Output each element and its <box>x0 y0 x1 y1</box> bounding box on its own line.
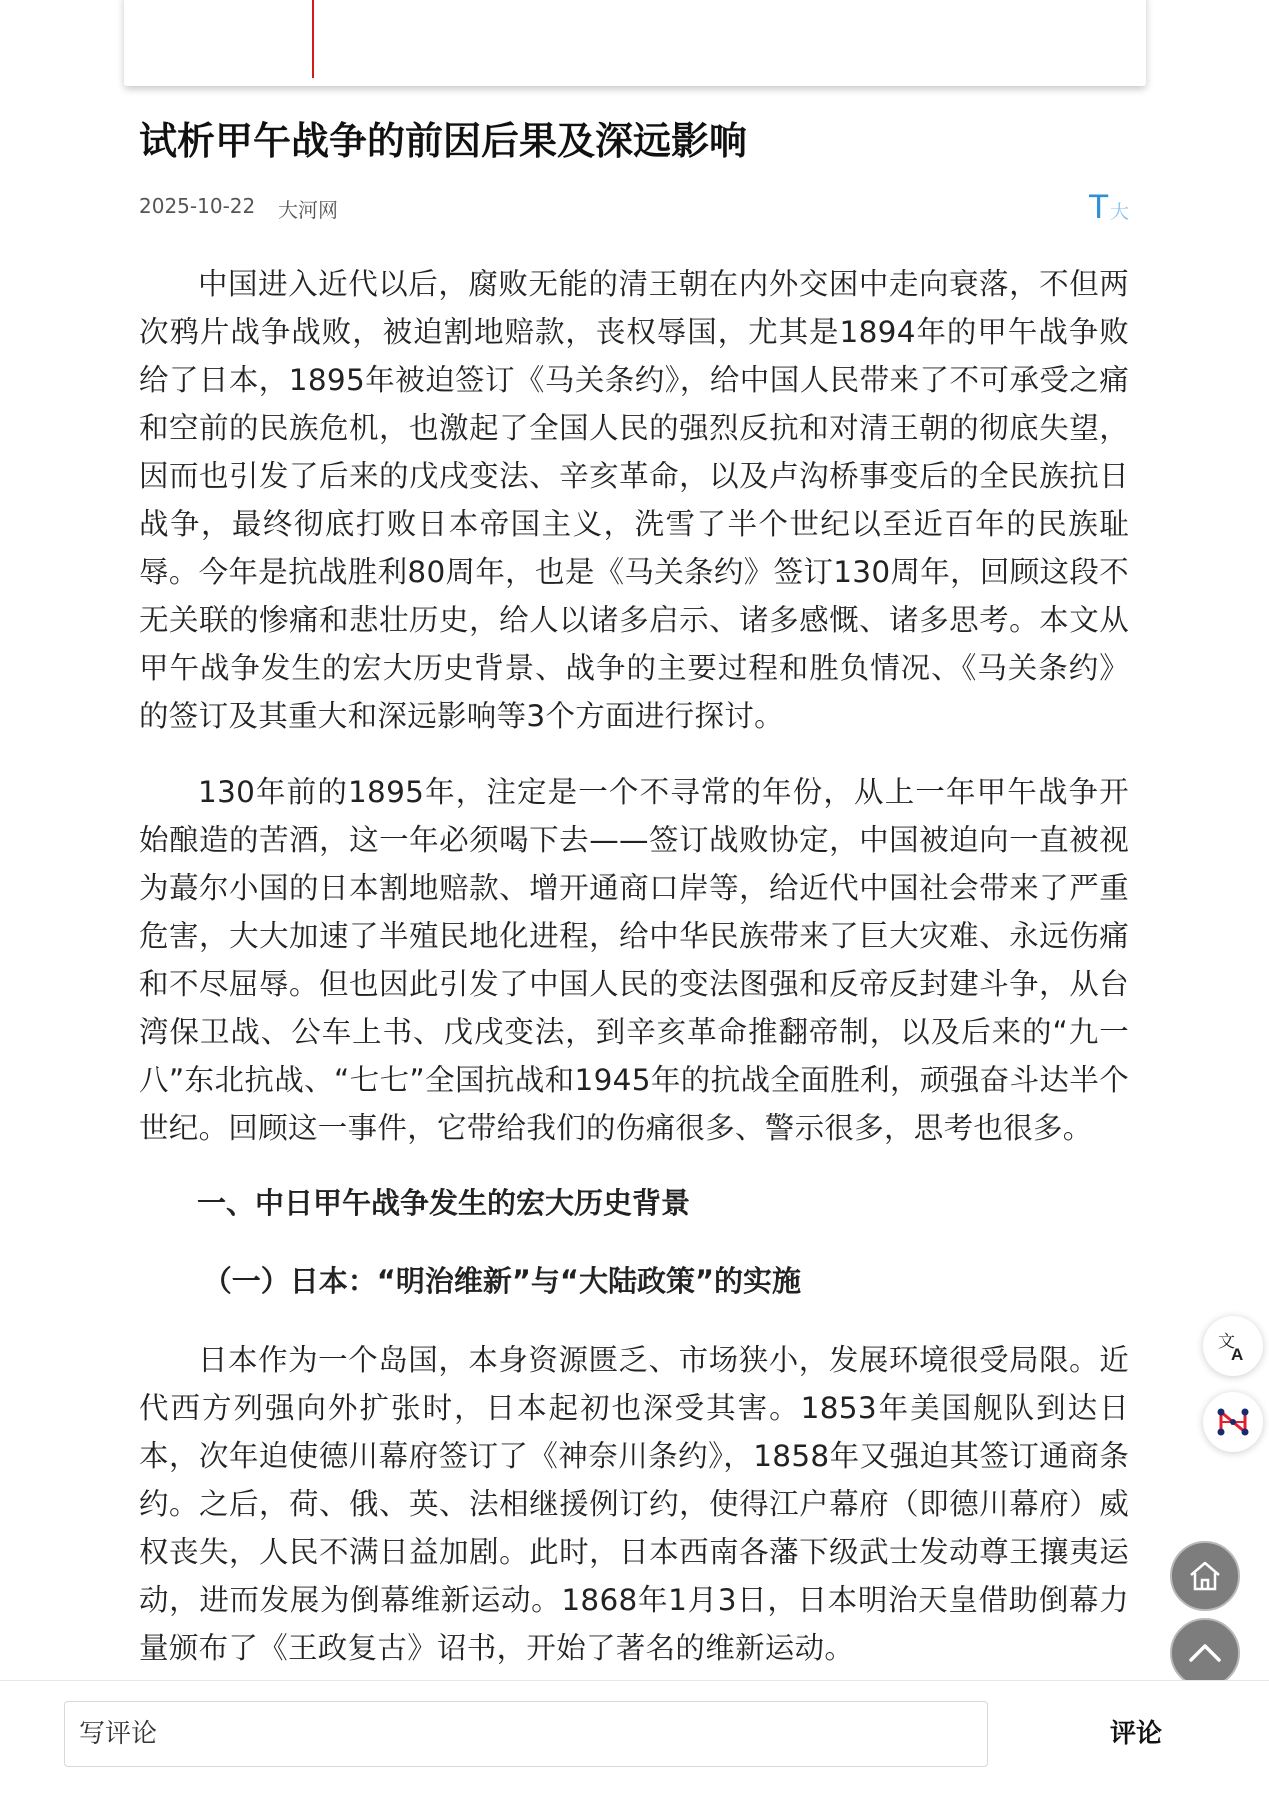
molecule-icon <box>1213 1402 1253 1442</box>
section-heading: 一、中日甲午战争发生的宏大历史背景 <box>197 1186 691 1220</box>
svg-text:A: A <box>1231 1345 1244 1363</box>
translate-icon <box>1216 1329 1250 1363</box>
article <box>139 106 1129 1700</box>
back-to-top-button[interactable] <box>1170 1618 1240 1688</box>
translate-button[interactable] <box>1203 1316 1263 1376</box>
home-icon <box>1185 1556 1225 1596</box>
subsection-heading: （一）日本：“明治维新”与“大陆政策”的实施 <box>202 1264 802 1298</box>
paragraph: 日本作为一个岛国，本身资源匮乏、市场狭小，发展环境很受局限。近代西方列强向外扩张时，日本起初也深受其害。1853年美国舰队到达日本，次年迫使德川幕府签订了《神奈川条约》，1858年又强迫其签订通商条约。之后，荷、俄、英、法相继援例订约，使得江户幕府（即德川幕府）威权丧失，人民不满日益加剧。此时，日本西南各藩下级武士发动尊王攘夷运动，进而发展为倒幕维新运动。1868年1月3日，日本明治天皇借助倒幕力量颁布了《王政复古》诏书，开始了著名的维新运动。 <box>139 1343 1129 1665</box>
font-size-label: 大 <box>1109 201 1129 223</box>
chevron-up-icon <box>1185 1633 1225 1673</box>
publish-date: 2025-10-22 <box>139 194 256 218</box>
font-size-icon: T <box>1088 188 1109 226</box>
paragraph: 130年前的1895年，注定是一个不寻常的年份，从上一年甲午战争开始酿造的苦酒，这一年必须喝下去——签订战败协定，中国被迫向一直被视为蕞尔小国的日本割地赔款、增开通商口岸等，给近代中国社会带来了严重危害，大大加速了半殖民地化进程，给中华民族带来了巨大灾难、永远伤痛和不尽屈辱。但也因此引发了中国人民的变法图强和反帝反封建斗争，从台湾保卫战、公车上书、戊戌变法，到辛亥革命推翻帝制，以及后来的“九一八”东北抗战、“七七”全国抗战和1945年的抗战全面胜利，顽强奋斗达半个世纪。回顾这一事件，它带给我们的伤痛很多、警示很多，思考也很多。 <box>139 775 1129 1145</box>
font-size-toggle-button[interactable] <box>1088 188 1129 227</box>
article-meta <box>139 186 1129 232</box>
article-body <box>139 260 1129 1672</box>
svg-text:文: 文 <box>1218 1332 1235 1352</box>
comment-button[interactable]: 评论 <box>1110 1719 1163 1749</box>
article-source: 大河网 <box>278 198 338 222</box>
home-button[interactable] <box>1170 1541 1240 1611</box>
paragraph: 中国进入近代以后，腐败无能的清王朝在内外交困中走向衰落，不但两次鸦片战争战败，被迫割地赔款，丧权辱国，尤其是1894年的甲午战争败给了日本，1895年被迫签订《马关条约》，给中国人民带来了不可承受之痛和空前的民族危机，也激起了全国人民的强烈反抗和对清王朝的彻底失望，因而也引发了后来的戊戌变法、辛亥革命，以及卢沟桥事变后的全民族抗日战争，最终彻底打败日本帝国主义，洗雪了半个世纪以至近百年的民族耻辱。今年是抗战胜利80周年，也是《马关条约》签订130周年，回顾这段不无关联的惨痛和悲壮历史，给人以诸多启示、诸多感慨、诸多思考。本文从甲午战争发生的宏大历史背景、战争的主要过程和胜负情况、《马关条约》的签订及其重大和深远影响等3个方面进行探讨。 <box>139 267 1129 733</box>
text-cursor-line <box>312 0 314 78</box>
comment-input[interactable] <box>64 1701 988 1767</box>
article-title: 试析甲午战争的前因后果及深远影响 <box>139 119 748 163</box>
ai-assistant-button[interactable] <box>1203 1392 1263 1452</box>
comment-bar <box>0 1680 1269 1797</box>
top-video-card <box>124 0 1146 86</box>
